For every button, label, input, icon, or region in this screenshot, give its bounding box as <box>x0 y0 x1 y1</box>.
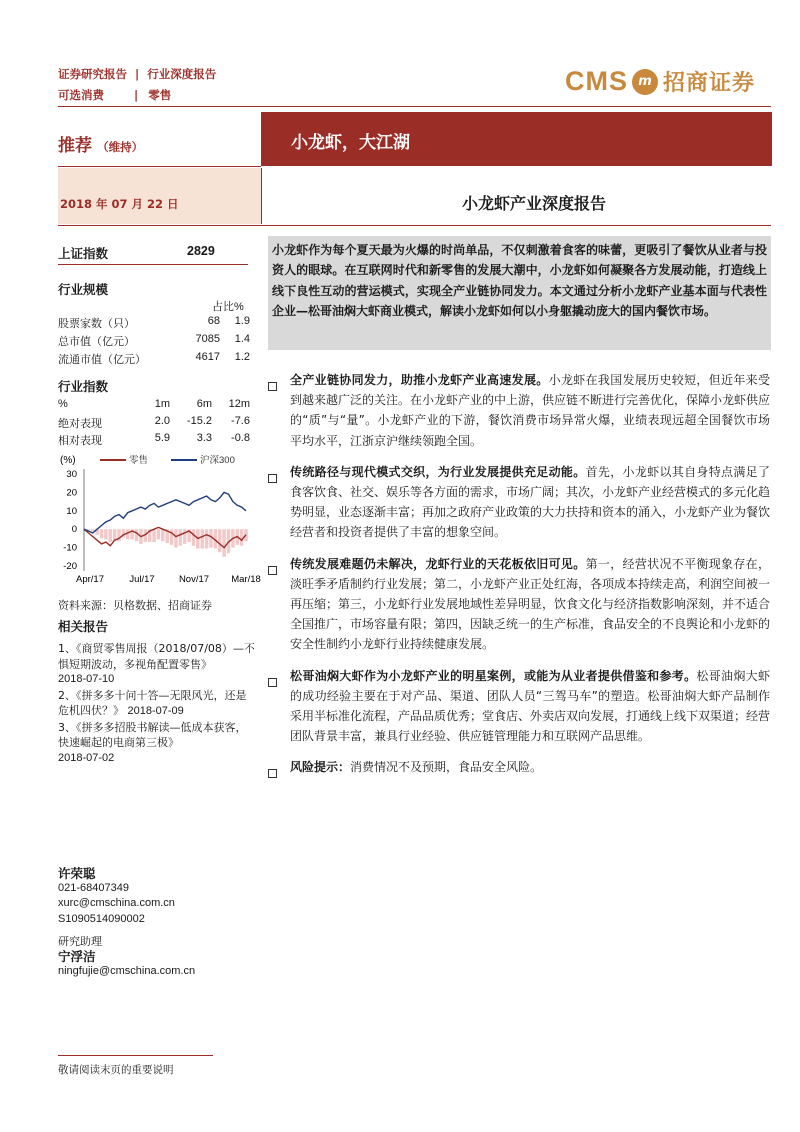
perf-header-cell: % <box>58 398 68 410</box>
relative-bar <box>192 529 196 546</box>
perf-1m: 5.9 <box>154 432 170 444</box>
legend-label-retail: 零售 <box>129 455 149 466</box>
logo-mark-icon: m <box>632 69 658 95</box>
y-tick-label: -10 <box>63 542 77 554</box>
company-logo <box>565 66 755 97</box>
analyst-phone: 021-68407349 <box>58 882 129 895</box>
perf-name: 相对表现 <box>58 434 102 447</box>
series-line-hs300 <box>84 492 246 533</box>
series-line-retail <box>84 527 246 547</box>
scale-title: 行业规模 <box>58 282 109 297</box>
related-item-title[interactable]: 3、《拼多多招股书解读—低成本获客，快速崛起的电商第三极》 <box>58 720 247 749</box>
scale-row <box>58 351 250 369</box>
y-tick-label: 30 <box>66 469 77 480</box>
rating-rule <box>58 166 261 167</box>
perf-row <box>58 432 250 449</box>
checkbox-bullet-icon <box>268 474 277 483</box>
scale-table <box>58 315 250 369</box>
perf-6m: -15.2 <box>186 415 212 427</box>
report-title: 小龙虾产业深度报告 <box>462 194 607 213</box>
scale-name: 总市值（亿元） <box>58 335 135 348</box>
header-line-2 <box>58 87 171 103</box>
sidebar-rule <box>58 264 248 265</box>
related-item[interactable] <box>58 720 256 767</box>
key-point-text: 首先，小龙虾以其自身特点满足了食客饮食、社交、娱乐等各方面的需求，市场广阔；其次，小龙虾产业经营模式的多元化趋势明显，业态逐渐丰富；再加之政府产业政策的大力扶持和资本的涌入，小龙虾产业为餐饮经营者和投资者提供了丰富的想象空间。 <box>290 464 771 540</box>
analyst-email[interactable]: xurc@cmschina.com.cn <box>58 897 175 910</box>
relative-bar <box>109 529 113 542</box>
relative-bar <box>157 529 161 539</box>
relative-bar <box>222 529 226 557</box>
y-tick-label: -20 <box>63 561 77 572</box>
relative-bar <box>205 529 209 548</box>
logo-latin: CMS <box>565 66 628 96</box>
key-point-lead: 风险提示： <box>290 760 351 775</box>
perf-name: 绝对表现 <box>58 417 102 430</box>
scale-value: 68 <box>207 315 220 327</box>
report-type: 证券研究报告 <box>58 67 127 81</box>
assistant-label: 研究助理 <box>58 934 102 948</box>
key-point-lead: 传统发展难题仍未解决，龙虾行业的天花板依旧可见。 <box>290 556 586 571</box>
footer-note: 敬请阅读末页的重要说明 <box>58 1064 174 1076</box>
relative-bar <box>170 529 174 545</box>
chart-ylabel: (%) <box>60 455 76 466</box>
scale-row <box>58 315 250 333</box>
x-tick-label: Apr/17 <box>76 574 104 585</box>
relative-bar <box>135 529 139 541</box>
analyst-block <box>58 866 195 979</box>
key-point-text: 小龙虾在我国发展历史较短，但近年来受到越来越广泛的关注。在小龙虾产业的中上游，供应链不断进行完善优化，保障小龙虾供应的“质”与“量”。小龙虾产业的下游，餐饮消费市场异常火爆，业绩表现远超全国餐饮市场平均水平，江浙京沪继续领跑全国。 <box>290 373 771 448</box>
perf-header-cell: 12m <box>228 398 250 410</box>
analyst-name: 许荣聪 <box>58 866 96 881</box>
logo-chinese: 招商证券 <box>663 71 756 96</box>
assistant-name: 宁浮洁 <box>58 949 96 965</box>
key-point-lead: 传统路径与现代模式交织，为行业发展提供充足动能。 <box>290 464 586 479</box>
subsector: 零售 <box>148 88 172 102</box>
related-item-title[interactable]: 1、《商贸零售周报（2018/07/08）—不惧短期波动，多视角配置零售》 <box>58 642 255 671</box>
checkbox-bullet-icon <box>268 769 277 778</box>
key-point-lead: 松哥油焖大虾作为小龙虾产业的明星案例，或能为从业者提供借鉴和参考。 <box>290 668 697 683</box>
separator: | <box>135 67 140 81</box>
key-point <box>268 462 771 543</box>
scale-value: 4617 <box>195 351 220 363</box>
perf-12m: -7.6 <box>231 415 250 427</box>
related-list <box>58 641 256 766</box>
checkbox-bullet-icon <box>268 566 277 575</box>
separator: | <box>134 88 139 102</box>
key-point-text: 松哥油焖大虾的成功经验主要在于对产品、渠道、团队人员“三驾马车”的塑造。松哥油焖大虾产品制作采用半标准化流程，产品品质优秀；堂食店、外卖店双向发展，打通线上线下双渠道；经营团队背景丰富，兼具行业经验、供应链管理能力和互联网产品思维。 <box>290 668 771 744</box>
related-title: 相关报告 <box>58 619 109 634</box>
key-point-text: 第一，经营状况不平衡现象存在，淡旺季矛盾制约行业发展；第二，小龙虾产业正处红海，各项成本持续走高，利润空间被一再压缩；第三，小龙虾行业发展地域性差异明显，饮食文化与经济指数影响深刻，并不适合全国推广，市场容量有限；第四，因缺乏统一的生产标准，食品安全的不良舆论和小龙虾的安全性制约小龙虾行业持续健康发展。 <box>290 556 771 652</box>
x-tick-label: Nov/17 <box>178 574 210 585</box>
key-point <box>268 666 771 747</box>
perf-header-cell: 6m <box>196 398 212 410</box>
relative-bar <box>183 529 187 544</box>
perf-row <box>58 415 250 432</box>
checkbox-bullet-icon <box>268 382 277 391</box>
title-banner <box>261 112 772 166</box>
title-rule <box>58 225 771 226</box>
date-block <box>58 168 261 224</box>
scale-pct: 1.2 <box>234 351 250 363</box>
perf-header-cell: 1m <box>154 398 170 410</box>
key-point <box>268 370 771 451</box>
perf-1m: 2.0 <box>154 415 170 427</box>
perf-title: 行业指数 <box>58 379 109 394</box>
key-point-lead: 全产业链协同发力，助推小龙虾产业高速发展。 <box>290 373 549 387</box>
legend-label-hs300: 沪深300 <box>200 455 235 466</box>
related-item[interactable] <box>58 641 256 688</box>
scale-value: 7085 <box>195 333 220 345</box>
index-value: 2829 <box>187 244 215 258</box>
relative-bar <box>152 529 156 542</box>
header-rule <box>58 106 771 107</box>
checkbox-bullet-icon <box>268 678 277 687</box>
relative-bar <box>179 529 183 546</box>
related-item-date: 2018-07-10 <box>58 673 115 685</box>
related-item[interactable] <box>58 688 256 720</box>
vertical-rule <box>261 168 262 224</box>
key-point <box>268 757 771 782</box>
scale-header: 占比% <box>212 301 244 313</box>
relative-bar <box>161 529 165 541</box>
rating-sub: （维持） <box>97 140 144 154</box>
related-item-date: 2018-07-02 <box>58 751 115 764</box>
analyst-cert: S1090514090002 <box>58 912 145 925</box>
x-tick-label: Jul/17 <box>129 574 155 585</box>
scale-name: 股票家数（只） <box>58 317 135 330</box>
relative-bar <box>126 529 130 539</box>
scale-name: 流通市值（亿元） <box>58 353 146 366</box>
summary-text: 小龙虾作为每个夏天最为火爆的时尚单品，不仅刺激着食客的味蕾，更吸引了餐饮从业者与投资人的眼球。在互联网时代和新零售的发展大潮中，小龙虾如何凝聚各方发展动能，打造线上线下良性互动的营运模式，实现全产业链协同发力。本文通过分析小龙虾产业基本面与代表性企业—松哥油焖大虾商业模式，解读小龙虾如何以小身躯撬动庞大的国内餐饮市场。 <box>272 243 767 318</box>
perf-6m: 3.3 <box>196 432 212 444</box>
scale-row <box>58 333 250 351</box>
y-tick-label: 20 <box>66 487 77 499</box>
key-points <box>268 370 771 782</box>
related-item-date: 2018-07-09 <box>127 705 184 717</box>
y-tick-label: 0 <box>71 524 77 536</box>
x-tick-label: Mar/18 <box>231 574 261 585</box>
perf-12m: -0.8 <box>231 432 250 444</box>
index-chart <box>56 449 261 589</box>
report-date: 2018 年 07 月 22 日 <box>60 197 179 211</box>
chart-source: 资料来源：贝格数据、招商证券 <box>58 599 212 612</box>
relative-bar <box>240 529 244 546</box>
related-item-title[interactable]: 2、《拼多多十问十答—无限风光，还是危机四伏？》 <box>58 688 247 717</box>
relative-bar <box>174 529 178 547</box>
rating-label: 推荐 <box>58 136 92 156</box>
sector: 可选消费 <box>58 88 104 102</box>
key-point <box>268 554 771 655</box>
perf-header-row <box>58 398 250 415</box>
summary-box <box>268 236 771 350</box>
scale-pct: 1.4 <box>234 333 250 345</box>
banner-title: 小龙虾，大江湖 <box>291 133 410 153</box>
key-point-text: 消费情况不及预期，食品安全风险。 <box>350 760 543 775</box>
perf-table <box>58 398 250 449</box>
header-line-1 <box>58 66 216 82</box>
relative-bar <box>200 529 204 548</box>
index-label: 上证指数 <box>58 246 109 261</box>
footer-rule <box>58 1055 213 1056</box>
rating <box>58 131 143 156</box>
y-tick-label: 10 <box>66 505 77 517</box>
relative-bar <box>91 529 95 531</box>
report-subtype: 行业深度报告 <box>147 67 217 81</box>
assistant-email[interactable]: ningfujie@cmschina.com.cn <box>58 965 196 978</box>
relative-bar <box>218 529 222 552</box>
relative-bar <box>104 529 108 539</box>
relative-bar <box>100 529 104 538</box>
scale-pct: 1.9 <box>234 315 250 327</box>
